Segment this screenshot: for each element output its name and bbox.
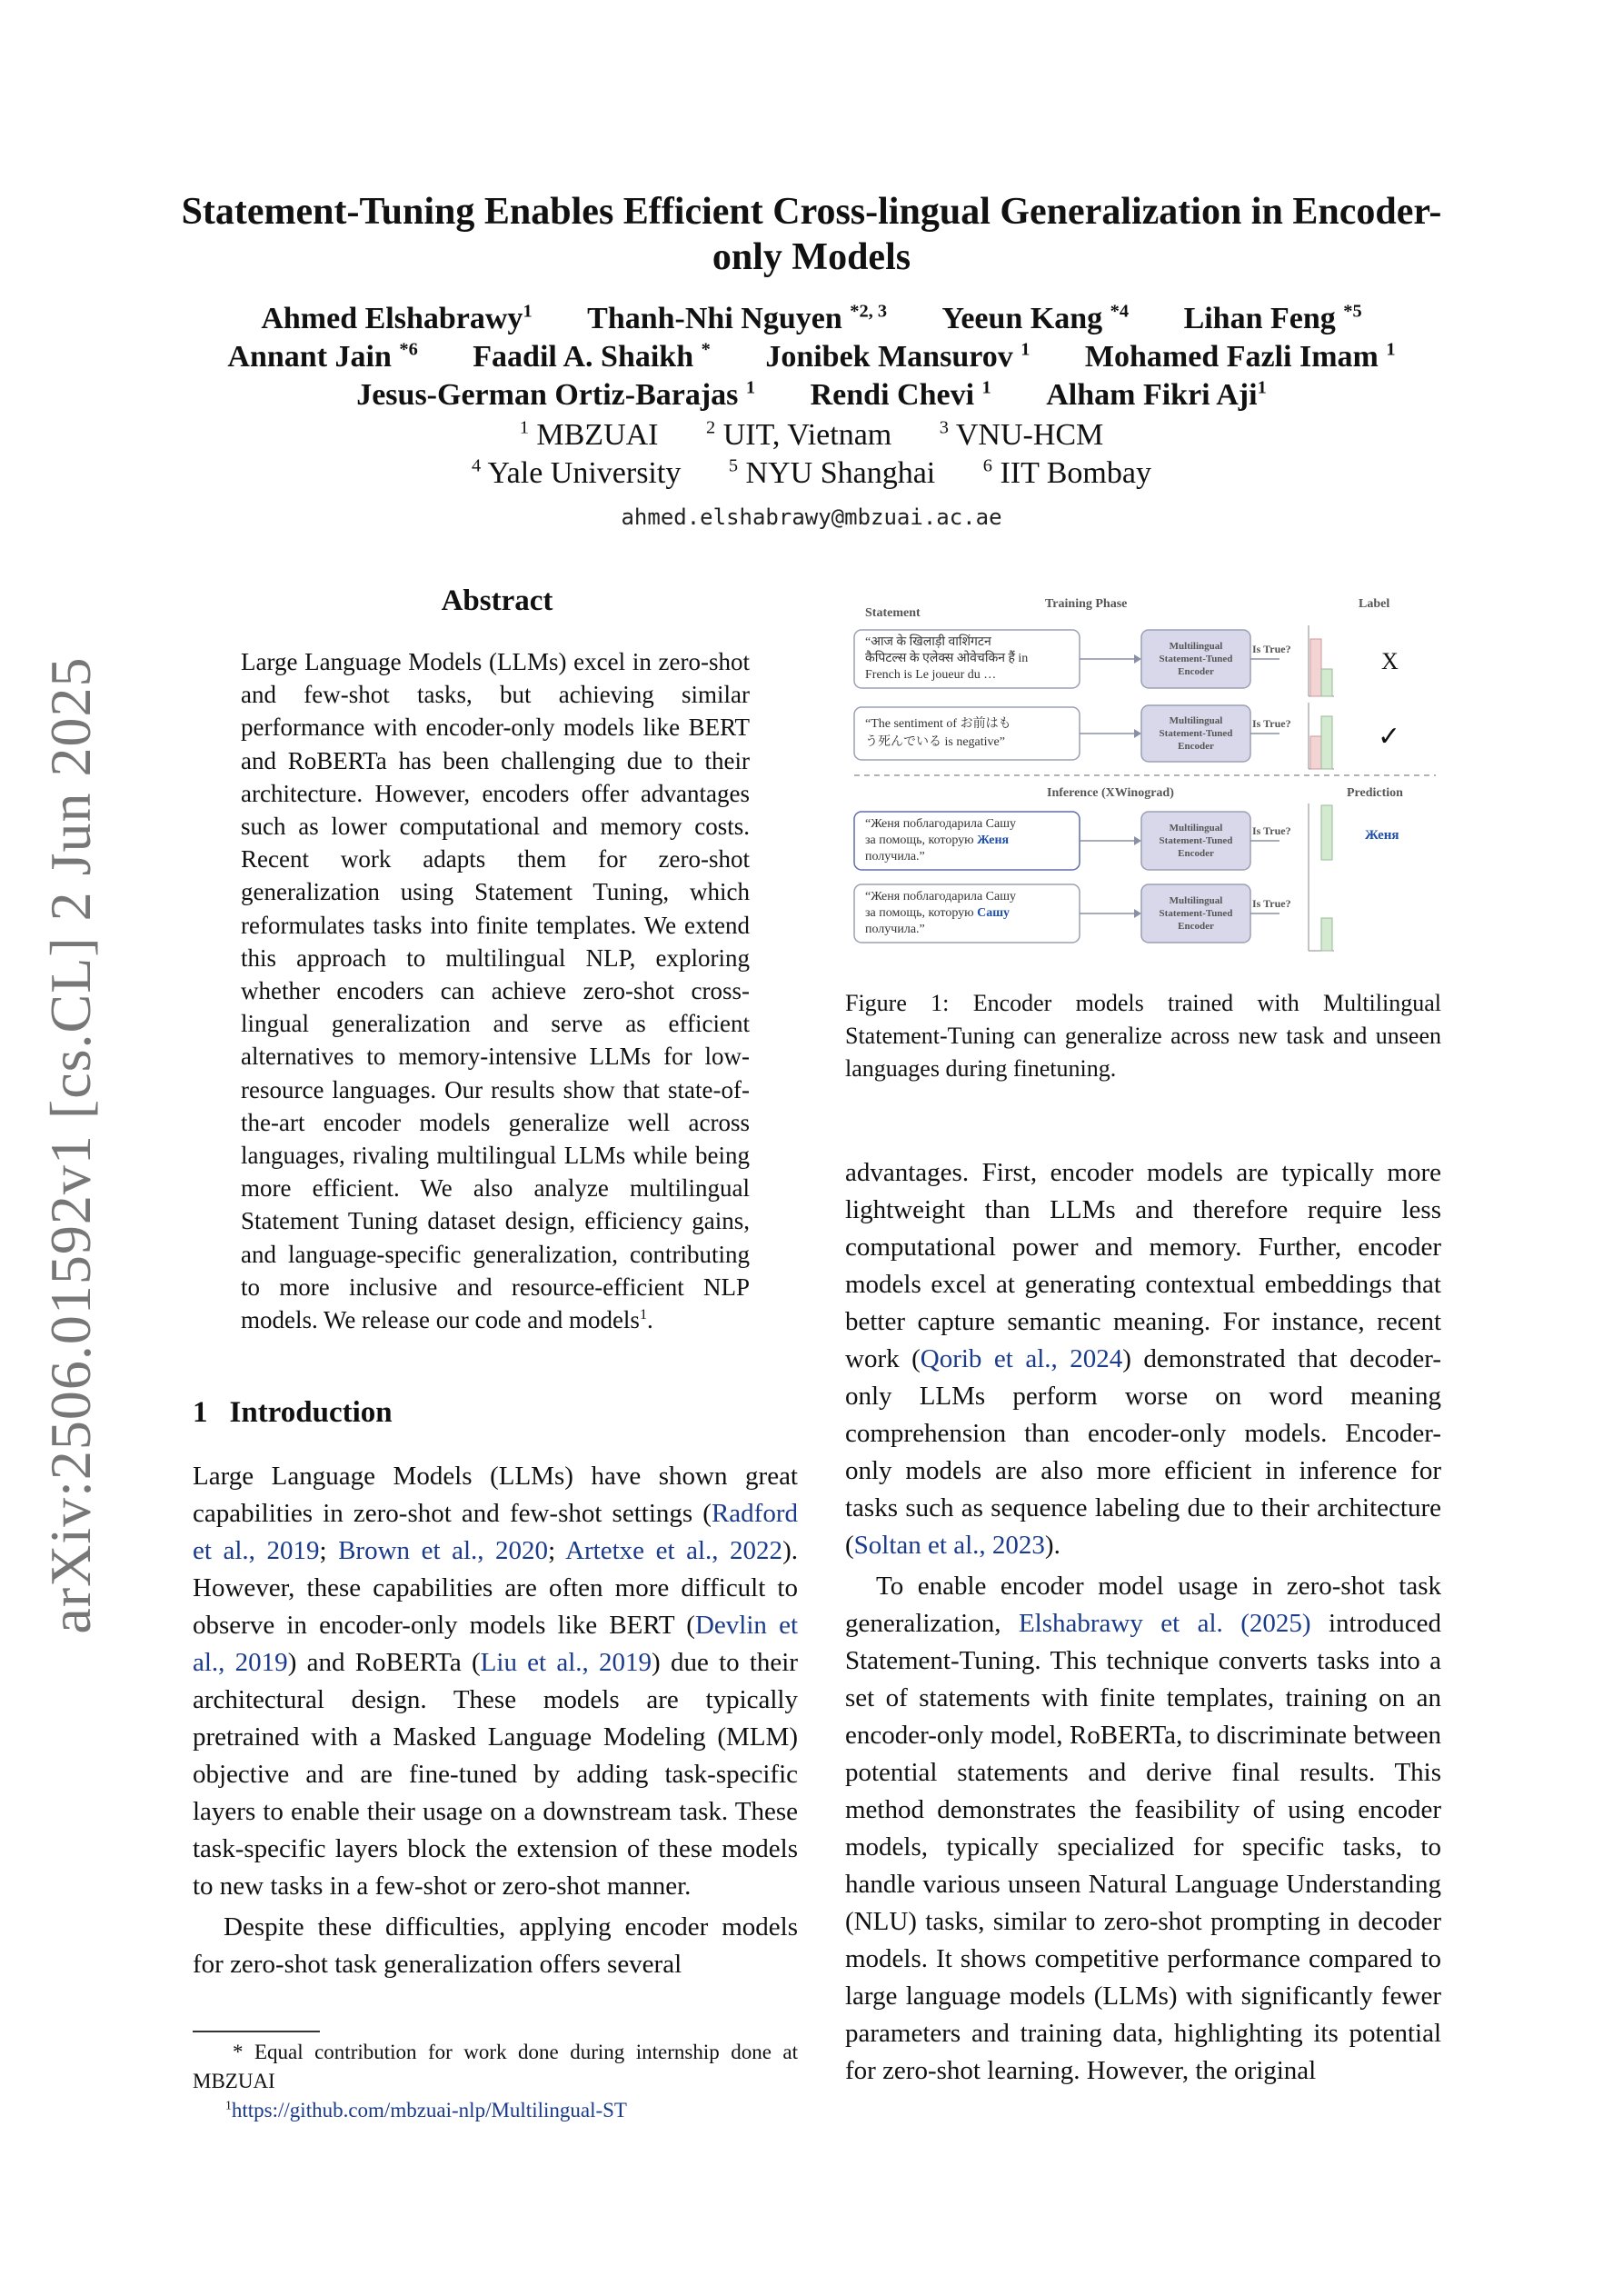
- svg-text:Encoder: Encoder: [1178, 921, 1214, 932]
- right-column-body: [845, 1154, 1441, 2090]
- svg-text:Statement-Tuned: Statement-Tuned: [1159, 728, 1233, 739]
- paper-title: Statement-Tuning Enables Efficient Cross-lingual Generalization in Encoder-only Models: [181, 191, 1442, 278]
- svg-text:Multilingual: Multilingual: [1169, 823, 1223, 834]
- citation-link[interactable]: Liu et al., 2019: [480, 1648, 652, 1677]
- svg-text:Statement-Tuned: Statement-Tuned: [1159, 835, 1233, 846]
- svg-text:Encoder: Encoder: [1178, 848, 1214, 859]
- paragraph: Large Language Models (LLMs) have shown great capabilities in zero-shot and few-shot settings (Radford et al., 2019; Brown et al., 2020; Artetxe et al., 2022). However, these capabilities are often more difficult to observe in encoder-only models like BERT (Devlin et al., 2019) and RoBERTa (Liu et al., 2019) due to their architectural design. These models are typically pretrained with a Masked Language Modeling (MLM) objective and are fine-tuned by adding task-specific layers to enable their usage on a downstream task. These task-specific layers block the extension of these models to new tasks in a few-shot or zero-shot manner.: [193, 1462, 799, 1901]
- is-true-label: Is True?: [1252, 643, 1291, 655]
- svg-text:получила.”: получила.”: [865, 850, 925, 863]
- citation-link[interactable]: Artetxe et al., 2022: [565, 1536, 783, 1565]
- author: Jonibek Mansurov $^1$: [765, 339, 1031, 374]
- github-link[interactable]: https://github.com/mbzuai-nlp/Multilingual-ST: [231, 2099, 627, 2121]
- author: Annant Jain $^{*6}$: [227, 339, 418, 374]
- abstract-text: Large Language Models (LLMs) excel in zero-shot and few-shot tasks, but achieving similar performance with encoder-only models like BERT and RoBERTa has been challenging due to their architecture. However, encoders offer advantages such as lower computational and memory costs. Recent work adapts them for zero-shot generalization using Statement Tuning, which reformulates tasks into finite templates. We extend this approach to multilingual NLP, exploring whether encoders can achieve zero-shot cross-lingual generalization and serve as efficient alternatives to memory-intensive LLMs for low-resource languages. Our results show that state-of-the-art encoder models generalize well across languages, rivaling multilingual LLMs while being more efficient. We also analyze multilingual Statement Tuning dataset design, efficiency gains, and language-specific generalization, contributing to more inclusive and resource-efficient NLP models. We release our code and models: [241, 648, 750, 1334]
- fig-header-statement: Statement: [865, 606, 921, 620]
- figure-caption: Figure 1: Encoder models trained with Multilingual Statement-Tuning can generalize across new task and unseen languages during finetuning.: [845, 990, 1441, 1082]
- author-list: [164, 300, 1459, 414]
- svg-text:Is True?: Is True?: [1252, 717, 1291, 730]
- prob-bar-false: [1310, 639, 1321, 696]
- paragraph: To enable encoder model usage in zero-shot task generalization, Elshabrawy et al. (2025) introduced Statement-Tuning. This technique converts tasks into a set of statements with finite templates, training on an encoder-only model, RoBERTa, to discriminate between potential statements and derive final results. This method demonstrates the feasibility of using encoder models, typically specialized for specific tasks, to handle various unseen Natural Language Understanding (NLU) tasks, similar to zero-shot prompting in decoder models. It shows competitive performance compared to large language models (LLMs) with significantly fewer parameters and training data, highlighting its potential for zero-shot learning. However, the original: [845, 1572, 1442, 2085]
- arrow-head: [1134, 654, 1141, 664]
- figure-1: [845, 589, 1445, 953]
- author: Thanh-Nhi Nguyen $^{*2, 3}$: [587, 301, 888, 335]
- fig-header-inference: Inference (XWinograd): [1047, 786, 1174, 800]
- citation-link[interactable]: Brown et al., 2020: [338, 1536, 549, 1565]
- abstract-heading: Abstract: [441, 584, 553, 617]
- affiliation: $^3$ VNU-HCM: [939, 417, 1104, 452]
- author: Jesus-German Ortiz-Barajas $^1$: [356, 377, 756, 412]
- footnote-rule: [193, 2031, 320, 2032]
- author: Yeeun Kang $^{*4}$: [941, 301, 1130, 335]
- affiliation: $^5$ NYU Shanghai: [728, 455, 936, 490]
- svg-text:Multilingual: Multilingual: [1169, 715, 1223, 726]
- affiliation: $^6$ IIT Bombay: [982, 455, 1151, 490]
- svg-text:“The sentiment of お前はも: “The sentiment of お前はも: [865, 717, 1011, 731]
- arxiv-id-text: arXiv:2506.01592v1 [cs.CL] 2 Jun 2025: [38, 656, 103, 1634]
- affiliation: $^1$ MBZUAI: [519, 417, 659, 452]
- author: Faadil A. Shaikh *: [473, 339, 711, 374]
- fig-header-prediction: Prediction: [1347, 786, 1403, 800]
- citation-link[interactable]: Radford et al., 2019: [193, 1499, 798, 1565]
- footnote-mark[interactable]: 1: [639, 1306, 648, 1323]
- svg-text:Multilingual: Multilingual: [1169, 895, 1223, 906]
- svg-text:Encoder: Encoder: [1178, 666, 1214, 677]
- author: Mohamed Fazli Imam $^1$: [1084, 339, 1396, 374]
- abstract-body: Large Language Models (LLMs) excel in zero-shot and few-shot tasks, but achieving similar performance with encoder-only models like BERT and RoBERTa has been challenging due to their architecture. However, encoders offer advantages such as lower computational and memory costs. Recent work adapts them for zero-shot generalization using Statement Tuning, which reformulates tasks into finite templates. We extend this approach to multilingual NLP, exploring whether encoders can achieve zero-shot cross-lingual generalization and serve as efficient alternatives to memory-intensive LLMs for low-resource languages. Our results show that state-of-the-art encoder models generalize well across languages, rivaling multilingual LLMs while being more efficient. We also analyze multilingual Statement Tuning dataset design, efficiency gains, and language-specific generalization, contributing to more inclusive and resource-efficient NLP models. We release our code and models$^1$.: [241, 648, 750, 1334]
- author: Alham Fikri Aji$^1$: [1046, 377, 1267, 412]
- svg-text:Multilingual: Multilingual: [1169, 641, 1223, 652]
- affiliation: $^2$ UIT, Vietnam: [706, 417, 892, 452]
- svg-text:Statement-Tuned: Statement-Tuned: [1159, 654, 1233, 664]
- svg-text:за помощь, которую Сашу: за помощь, которую Сашу: [865, 906, 1011, 920]
- section-heading-introduction: 1 Introduction: [193, 1396, 393, 1429]
- footnote-equal-contribution: * Equal contribution for work done during internship done at MBZUAI: [193, 2041, 798, 2092]
- statement-box: [854, 707, 1080, 760]
- introduction-body: [193, 1458, 798, 1983]
- author: Lihan Feng $^{*5}$: [1183, 301, 1362, 335]
- svg-text:“Женя поблагодарила Сашу: “Женя поблагодарила Сашу: [865, 817, 1017, 831]
- statement-line: कैपिटल्स के एलेक्स ओवेचकिन हैं in: [865, 652, 1029, 665]
- svg-text:Statement-Tuned: Statement-Tuned: [1159, 908, 1233, 919]
- svg-text:“Женя поблагодарила Сашу: “Женя поблагодарила Сашу: [865, 890, 1017, 903]
- citation-link[interactable]: Elshabrawy et al. (2025): [1018, 1609, 1311, 1638]
- citation-link[interactable]: Devlin et al., 2019: [193, 1611, 799, 1677]
- statement-line: French is Le joueur du …: [865, 668, 997, 682]
- author: Ahmed Elshabrawy$^1$: [261, 301, 533, 335]
- svg-text:получила.”: получила.”: [865, 923, 925, 936]
- fig-header-training: Training Phase: [1045, 597, 1128, 611]
- svg-text:за помощь, которую Женя: за помощь, которую Женя: [865, 834, 1010, 847]
- footnote-code-link: $^1$https://github.com/mbzuai-nlp/Multilingual-ST: [225, 2098, 627, 2121]
- footnotes: [193, 2038, 798, 2125]
- paragraph: advantages. First, encoder models are typically more lightweight than LLMs and therefore require less computational power and memory. Further, encoder models excel at generating contextual embeddings that better capture semantic meaning. For instance, recent work (Qorib et al., 2024) demonstrated that decoder-only LLMs perform worse on word meaning comprehension than encoder-only models. Encoder-only models are also more efficient in inference for tasks such as sequence labeling due to their architecture (Soltan et al., 2023).: [845, 1158, 1441, 1560]
- citation-link[interactable]: Soltan et al., 2023: [853, 1531, 1045, 1560]
- svg-text:Is True?: Is True?: [1252, 824, 1291, 837]
- label-false-mark: X: [1381, 648, 1399, 674]
- author: Rendi Chevi $^1$: [810, 377, 991, 412]
- paragraph: Despite these difficulties, applying encoder models for zero-shot task generalization offers several: [193, 1912, 798, 1979]
- arxiv-side-identifier: [25, 656, 116, 1634]
- svg-text:Encoder: Encoder: [1178, 741, 1214, 752]
- label-true-mark: ✓: [1378, 722, 1401, 752]
- fig-header-label: Label: [1359, 597, 1390, 611]
- statement-line: “आज के खिलाड़ी वाशिंगटन: [865, 635, 991, 649]
- citation-link[interactable]: Qorib et al., 2024: [920, 1344, 1123, 1373]
- affiliation: $^4$ Yale University: [472, 455, 682, 490]
- svg-text:Is True?: Is True?: [1252, 897, 1291, 910]
- affiliation-list: [164, 416, 1459, 493]
- contact-email[interactable]: ahmed.elshabrawy@mbzuai.ac.ae: [621, 504, 1002, 530]
- svg-text:う死んでいる is negative”: う死んでいる is negative”: [865, 735, 1005, 749]
- prediction-text: Женя: [1365, 828, 1399, 843]
- prob-bar-true: [1321, 669, 1332, 696]
